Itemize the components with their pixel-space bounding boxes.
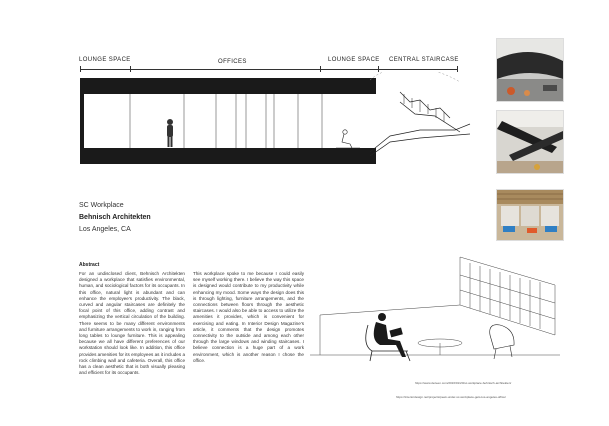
label-lounge-right: LOUNGE SPACE	[328, 57, 380, 63]
interior-photo-3	[496, 189, 564, 241]
project-architect: Behnisch Architekten	[79, 214, 151, 221]
dimension-line	[80, 69, 457, 70]
lounge-perspective-sketch	[310, 245, 560, 375]
abstract-column-2: This workplace spoke to me because I could easily see myself working there. I believe the way this space is designed would contribute to my productivity while enhancing my mood. Some ways the design does this is through lighting, furniture arrangements, and the connections between floors through the aesthetic staircases. I would also be able to access to utilize the amenities it provides, which is convenient for exercising and eating. In Interior Design Magazine’s article, it comments that the design promotes connectivity to the outside and among each other through the large windows and winding staircases. I believe connection is a huge part of a work environment, which is another reason I chose the office.	[193, 271, 304, 363]
label-lounge-left: LOUNGE SPACE	[79, 57, 131, 63]
project-location: Los Angeles, CA	[79, 226, 131, 233]
label-staircase: CENTRAL STAIRCASE	[389, 57, 459, 63]
abstract-column-1: For an undisclosed client, Behnisch Architekten designed a workplace that satisfies environmental, human, and sociological factors for its occupants. In this office, natural light is abundant and can enhance the employee’s productivity. The black, curved and angular staircases are definitely the focal point of this office, adding contrast and emphasizing the vertical circulation of the building. There seems to be many different environments and furniture arrangements to work in, ranging from long tables to lounge furniture. This is appealing because we all have different preferences of our workstation should look like. In addition, this office provides amenities for its employees as it includes a rock climbing wall and cafeteria. Overall, this office has a clean aesthetic that is both visually pleasing and efficient for its occupants.	[79, 271, 185, 376]
project-name: SC Workplace	[79, 202, 124, 209]
building-section-drawing	[70, 72, 490, 182]
source-link-2[interactable]: https://interiordesign.net/projects/peek-under-sc-workplace-gets-los-angeles-office/	[396, 395, 506, 399]
source-link-1[interactable]: https://www.dezeen.com/2016/01/20/sc-workplace-behnisch-architekten/	[415, 381, 512, 385]
interior-photo-1	[496, 38, 564, 102]
label-offices: OFFICES	[218, 59, 247, 65]
abstract-heading: Abstract	[79, 262, 100, 268]
interior-photo-2	[496, 110, 564, 174]
